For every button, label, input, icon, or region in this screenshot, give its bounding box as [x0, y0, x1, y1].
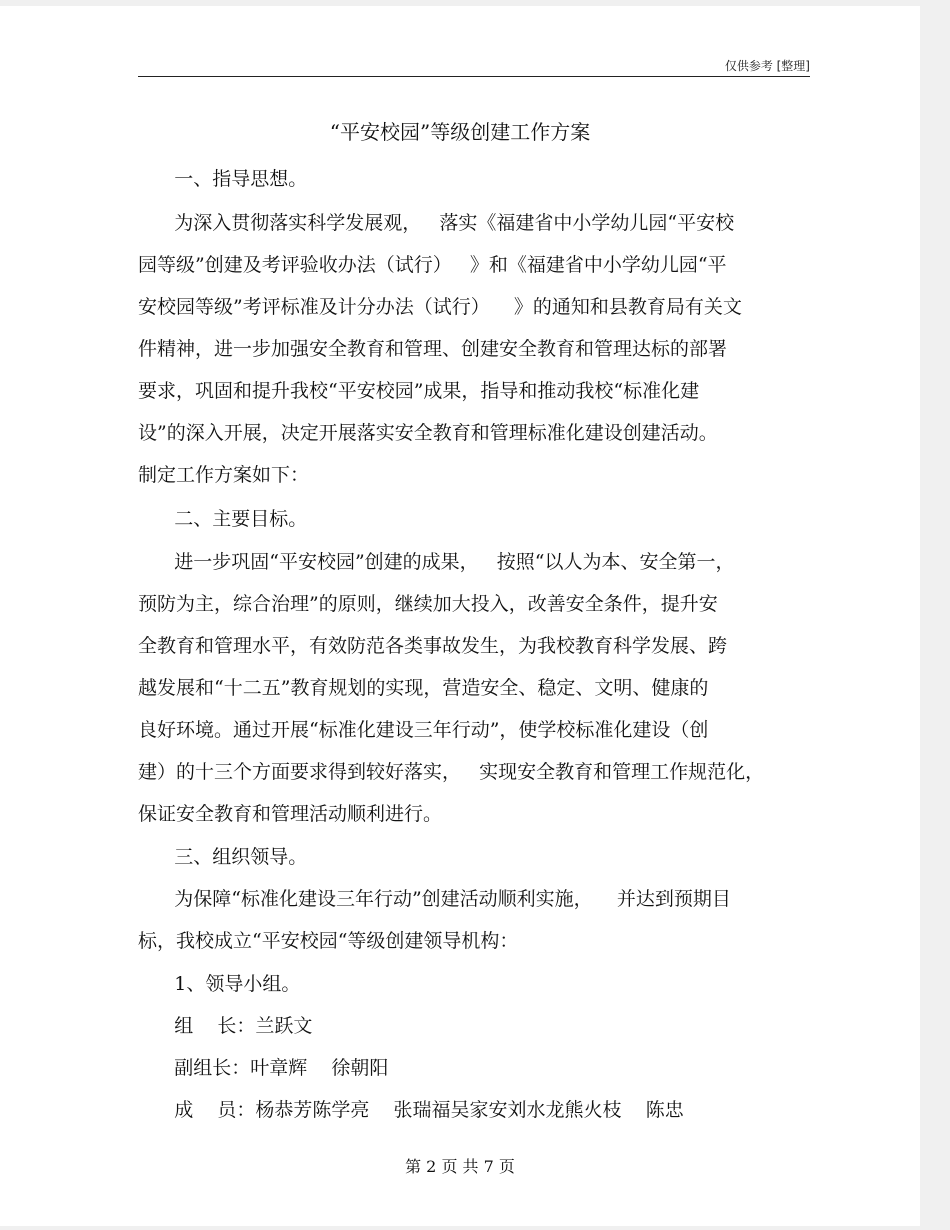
text-line: 组 长：兰跃文	[138, 1015, 313, 1037]
text-line: 园等级”创建及考评验收办法（试行） 》和《福建省中小学幼儿园“平	[138, 254, 727, 276]
document-title: “平安校园”等级创建工作方案	[329, 120, 591, 144]
text-line: 件精神，进一步加强安全教育和管理、创建安全教育和管理达标的部署	[138, 338, 728, 360]
text-line: 进一步巩固“平安校园”创建的成果， 按照“以人为本、安全第一，	[138, 551, 735, 573]
text-line: 1、领导小组。	[138, 973, 301, 995]
text-line: 一、指导思想。	[138, 168, 308, 190]
text-line: 标，我校成立“平安校园“等级创建领导机构：	[138, 930, 519, 952]
page-footer: 第 2 页 共 7 页	[405, 1157, 515, 1176]
text-line: 为保障“标准化建设三年行动”创建活动顺利实施， 并达到预期目	[138, 888, 731, 910]
text-line: 要求，巩固和提升我校“平安校园”成果，指导和推动我校“标准化建	[138, 380, 700, 402]
text-line: 预防为主，综合治理”的原则，继续加大投入，改善安全条件，提升安	[138, 593, 718, 615]
header-divider	[138, 76, 810, 77]
text-line: 设”的深入开展，决定开展落实安全教育和管理标准化建设创建活动。	[138, 422, 718, 444]
text-line: 制定工作方案如下：	[138, 464, 310, 486]
text-line: 二、主要目标。	[138, 508, 308, 530]
text-line: 良好环境。通过开展“标准化建设三年行动”，使学校标准化建设（创	[138, 719, 709, 741]
text-line: 为深入贯彻落实科学发展观， 落实《福建省中小学幼儿园“平安校	[138, 212, 735, 234]
text-line: 保证安全教育和管理活动顺利进行。	[138, 803, 443, 825]
header-note: 仅供参考 [整理]	[724, 59, 810, 73]
text-line: 成 员：杨恭芳陈学亮 张瑞福吴家安刘水龙熊火枝 陈忠	[138, 1099, 684, 1121]
text-line: 副组长：叶章辉 徐朝阳	[138, 1057, 389, 1079]
text-line: 安校园等级”考评标准及计分办法（试行） 》的通知和县教育局有关文	[138, 296, 742, 318]
text-line: 全教育和管理水平，有效防范各类事故发生，为我校教育科学发展、跨	[138, 635, 728, 657]
document-page	[0, 6, 920, 1226]
text-line: 建）的十三个方面要求得到较好落实， 实现安全教育和管理工作规范化，	[138, 761, 765, 783]
text-line: 三、组织领导。	[138, 846, 308, 868]
text-line: 越发展和“十二五”教育规划的实现，营造安全、稳定、文明、健康的	[138, 677, 709, 699]
